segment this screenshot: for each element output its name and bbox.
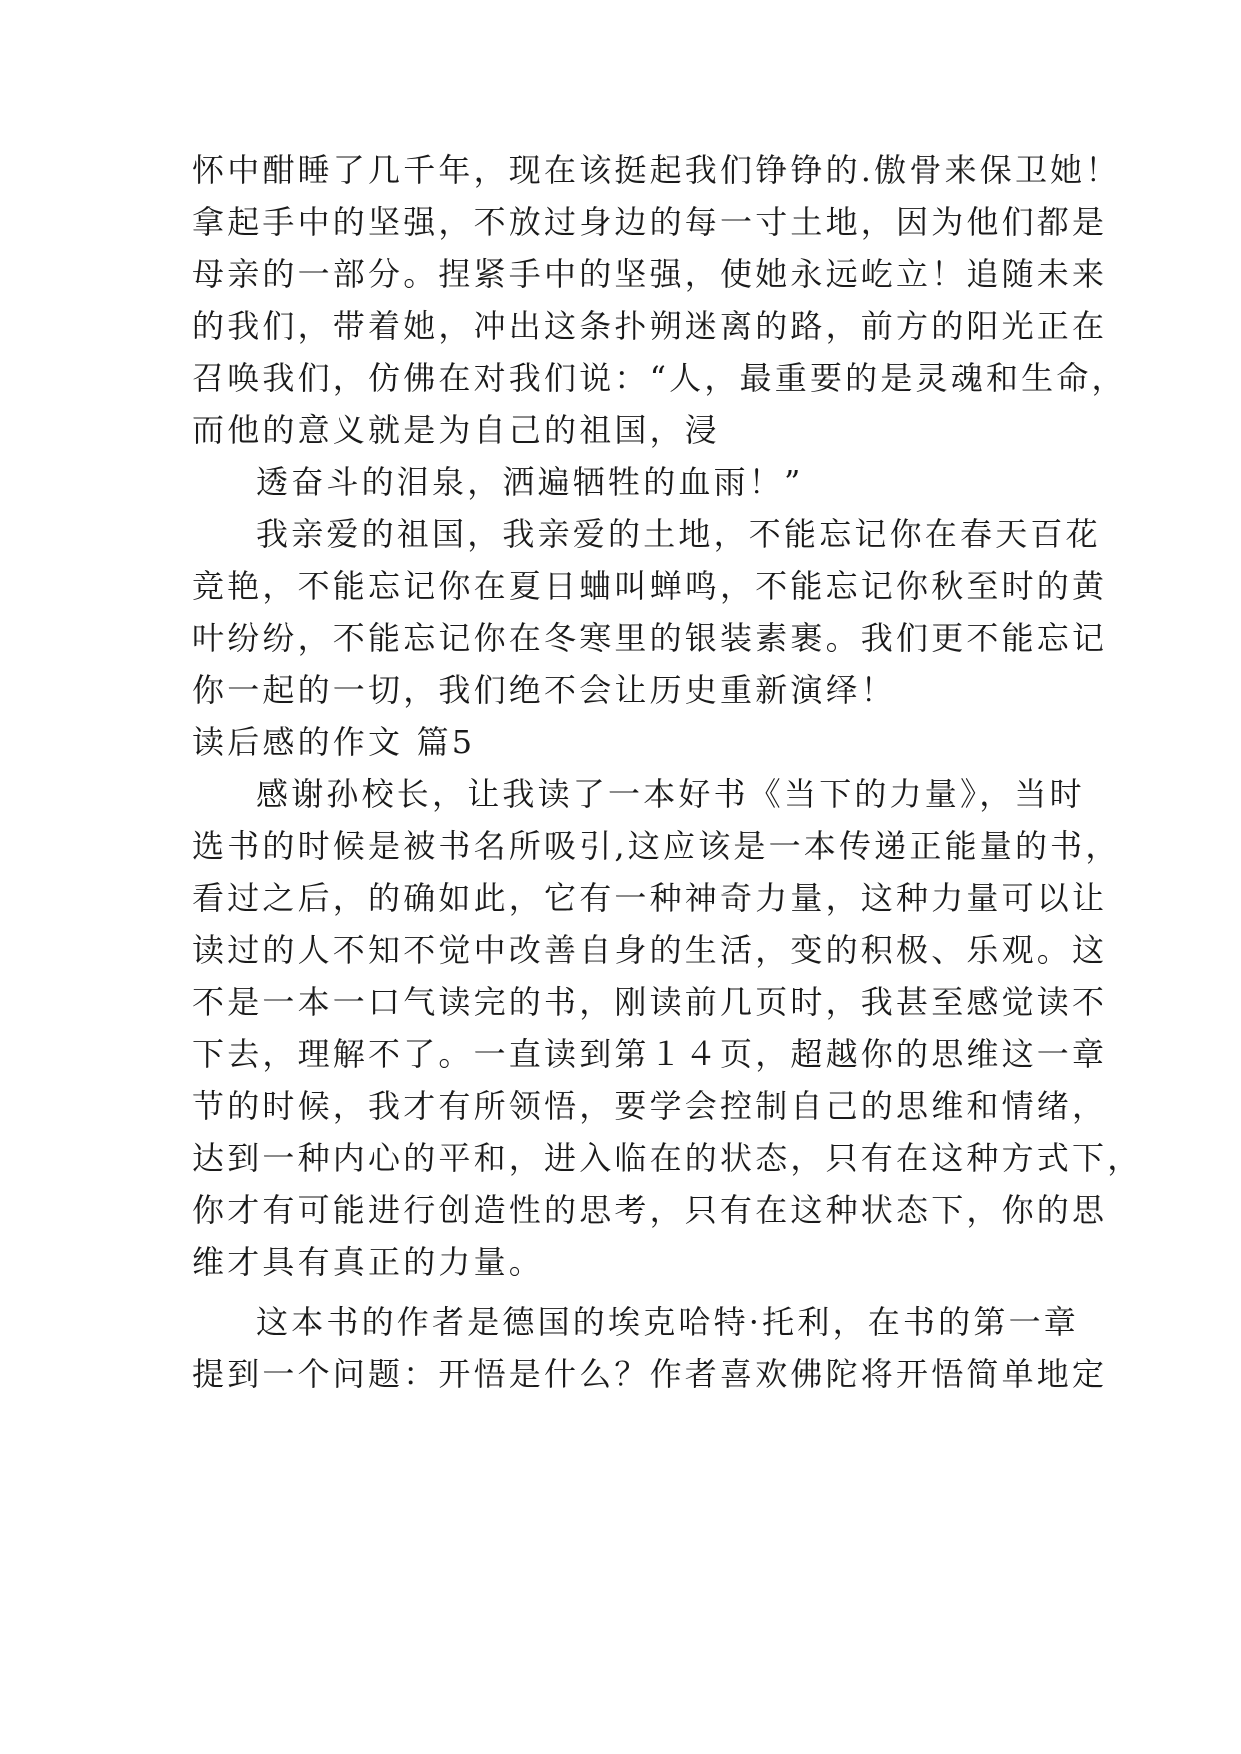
body-text-line: 提到一个问题：开悟是什么？作者喜欢佛陀将开悟简单地定 [192, 1355, 1108, 1393]
body-text-line: 怀中酣睡了几千年，现在该挺起我们铮铮的.傲骨来保卫她！ [192, 151, 1121, 189]
section-heading: 读后感的作文 篇5 [192, 723, 476, 761]
paragraph-first-line: 这本书的作者是德国的埃克哈特·托利，在书的第一章 [256, 1303, 1079, 1341]
body-text-line: 拿起手中的坚强，不放过身边的每一寸土地，因为他们都是 [192, 203, 1108, 241]
body-text-line: 看过之后，的确如此，它有一种神奇力量，这种力量可以让 [192, 879, 1108, 917]
body-text-line: 选书的时候是被书名所吸引,这应该是一本传递正能量的书， [192, 827, 1121, 865]
body-text-line: 召唤我们，仿佛在对我们说：“人，最重要的是灵魂和生命， [192, 359, 1127, 397]
body-text-line: 维才具有真正的力量。 [192, 1243, 545, 1281]
body-text-line: 不是一本一口气读完的书，刚读前几页时，我甚至感觉读不 [192, 983, 1108, 1021]
paragraph-first-line: 感谢孙校长，让我读了一本好书《当下的力量》，当时 [256, 775, 1085, 813]
body-text-line: 读过的人不知不觉中改善自身的生活，变的积极、乐观。这 [192, 931, 1108, 969]
body-text-line: 的我们，带着她，冲出这条扑朔迷离的路，前方的阳光正在 [192, 307, 1108, 345]
body-text-line: 下去，理解不了。一直读到第１４页，超越你的思维这一章 [192, 1035, 1108, 1073]
body-text-line: 母亲的一部分。捏紧手中的坚强，使她永远屹立！追随未来 [192, 255, 1108, 293]
body-text-line: 叶纷纷，不能忘记你在冬寒里的银装素裹。我们更不能忘记 [192, 619, 1108, 657]
body-text-line: 你才有可能进行创造性的思考，只有在这种状态下，你的思 [192, 1191, 1108, 1229]
body-text-line: 你一起的一切，我们绝不会让历史重新演绎！ [192, 671, 897, 709]
body-text-line: 透奋斗的泪泉，洒遍牺牲的血雨！” [256, 463, 804, 501]
paragraph-first-line: 我亲爱的祖国，我亲爱的土地，不能忘记你在春天百花 [256, 515, 1101, 553]
body-text-line: 节的时候，我才有所领悟，要学会控制自己的思维和情绪， [192, 1087, 1108, 1125]
body-text-line: 达到一种内心的平和，进入临在的状态，只有在这种方式下， [192, 1139, 1143, 1177]
body-text-line: 而他的意义就是为自己的祖国，浸 [192, 411, 721, 449]
body-text-line: 竞艳，不能忘记你在夏日蛐叫蝉鸣，不能忘记你秋至时的黄 [192, 567, 1108, 605]
